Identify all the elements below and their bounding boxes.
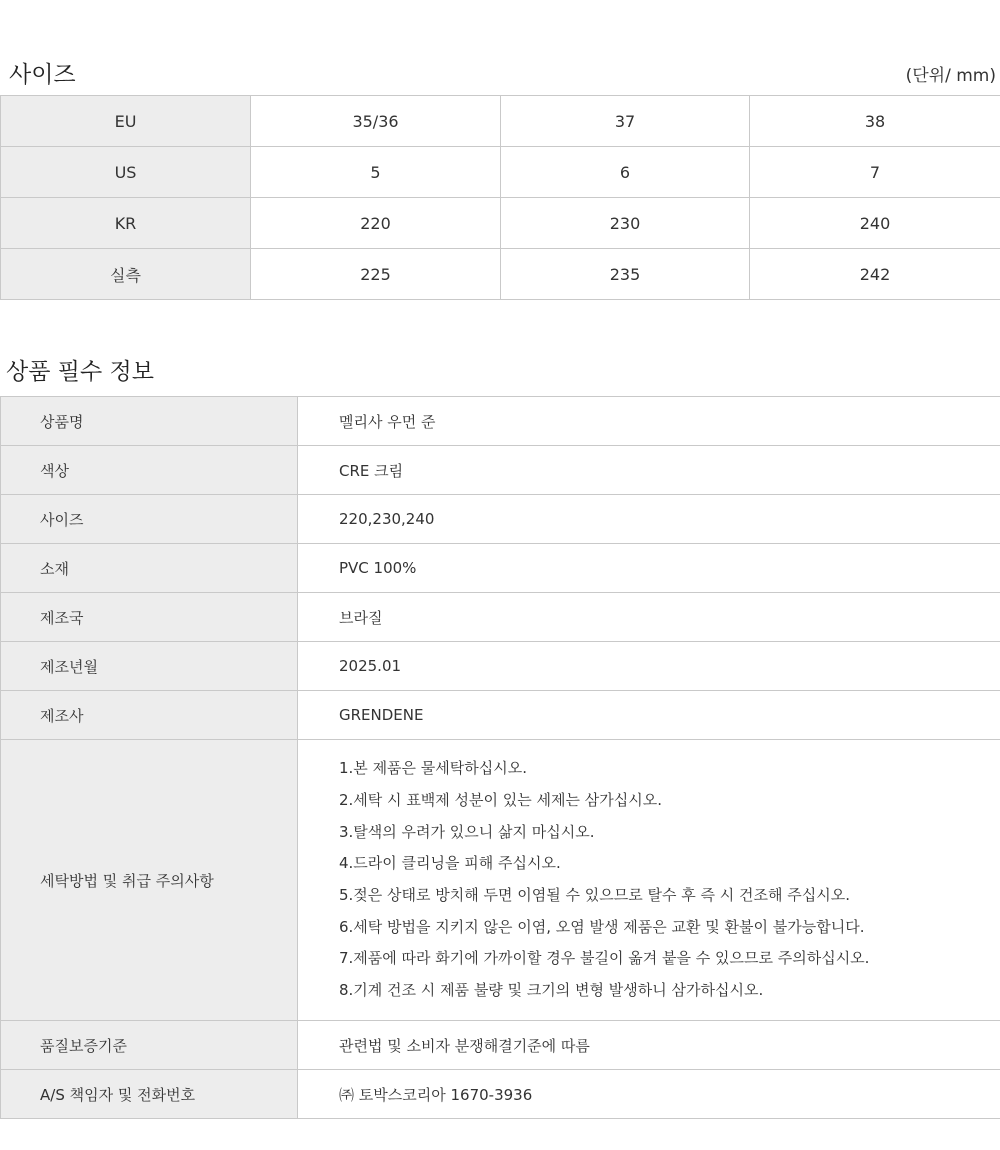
care-item: 7.제품에 따라 화기에 가까이할 경우 불길이 옮겨 붙을 수 있으므로 주의하십시오.: [339, 949, 870, 968]
info-label: 제조년월: [1, 642, 298, 691]
info-value: ㈜ 토박스코리아 1670-3936: [298, 1070, 1000, 1119]
info-label: 사이즈: [1, 495, 298, 544]
size-cell: 37: [501, 96, 750, 147]
info-label: 제조사: [1, 691, 298, 740]
info-value: GRENDENE: [298, 691, 1000, 740]
size-row-eu: [1, 96, 1000, 147]
info-value: PVC 100%: [298, 544, 1000, 593]
info-value: 멜리사 우먼 준: [298, 397, 1000, 446]
size-cell: 242: [750, 249, 1000, 300]
info-label: 상품명: [1, 397, 298, 446]
info-label: A/S 책임자 및 전화번호: [1, 1070, 298, 1119]
size-row-kr: [1, 198, 1000, 249]
care-list: [339, 741, 1000, 1019]
info-value: CRE 크림: [298, 446, 1000, 495]
size-section-title: 사이즈: [9, 62, 76, 88]
info-row-as-contact: [1, 1070, 1000, 1119]
size-row-measured: [1, 249, 1000, 300]
size-cell: 220: [251, 198, 501, 249]
care-instructions: [298, 740, 1000, 1021]
info-label: 소재: [1, 544, 298, 593]
info-label: 품질보증기준: [1, 1021, 298, 1070]
size-cell: 35/36: [251, 96, 501, 147]
info-row-manufacturer: [1, 691, 1000, 740]
size-cell: 5: [251, 147, 501, 198]
size-row-us: [1, 147, 1000, 198]
care-item: 5.젖은 상태로 방치해 두면 이염될 수 있으므로 탈수 후 즉 시 건조해 주십시오.: [339, 886, 850, 904]
care-item: 2.세탁 시 표백제 성분이 있는 세제는 삼가십시오.: [339, 790, 662, 809]
info-row-care: [1, 740, 1000, 1021]
size-row-label: US: [1, 147, 251, 198]
size-row-label: EU: [1, 96, 251, 147]
product-info-title: 상품 필수 정보: [6, 359, 154, 385]
info-label: 제조국: [1, 593, 298, 642]
size-row-label: 실측: [1, 249, 251, 300]
product-info-table: [0, 396, 1000, 1119]
size-table: [0, 95, 1000, 300]
info-row-product-name: [1, 397, 1000, 446]
size-cell: 240: [750, 198, 1000, 249]
size-cell: 230: [501, 198, 750, 249]
size-cell: 7: [750, 147, 1000, 198]
info-value: 2025.01: [298, 642, 1000, 691]
info-value: 220,230,240: [298, 495, 1000, 544]
size-cell: 235: [501, 249, 750, 300]
product-info-header: [0, 357, 1000, 387]
size-cell: 225: [251, 249, 501, 300]
care-item: 1.본 제품은 물세탁하십시오.: [339, 759, 528, 778]
info-row-color: [1, 446, 1000, 495]
info-row-material: [1, 544, 1000, 593]
info-label: 세탁방법 및 취급 주의사항: [1, 740, 298, 1021]
info-row-country: [1, 593, 1000, 642]
info-row-manufacture-date: [1, 642, 1000, 691]
size-row-label: KR: [1, 198, 251, 249]
size-cell: 6: [501, 147, 750, 198]
info-row-quality-standard: [1, 1021, 1000, 1070]
info-label: 색상: [1, 446, 298, 495]
care-item: 3.탈색의 우려가 있으니 삶지 마십시오.: [339, 822, 595, 841]
care-item: 4.드라이 클리닝을 피해 주십시오.: [339, 854, 561, 873]
care-item: 8.기계 건조 시 제품 불량 및 크기의 변형 발생하니 삼가하십시오.: [339, 981, 764, 1000]
info-row-size: [1, 495, 1000, 544]
info-value: 관련법 및 소비자 분쟁해결기준에 따름: [298, 1021, 1000, 1070]
size-cell: 38: [750, 96, 1000, 147]
size-unit-label: (단위/ mm): [905, 66, 996, 86]
info-value: 브라질: [298, 593, 1000, 642]
size-section-header: [0, 60, 1000, 90]
care-item: 6.세탁 방법을 지키지 않은 이염, 오염 발생 제품은 교환 및 환불이 불가능합니다.: [339, 917, 865, 936]
